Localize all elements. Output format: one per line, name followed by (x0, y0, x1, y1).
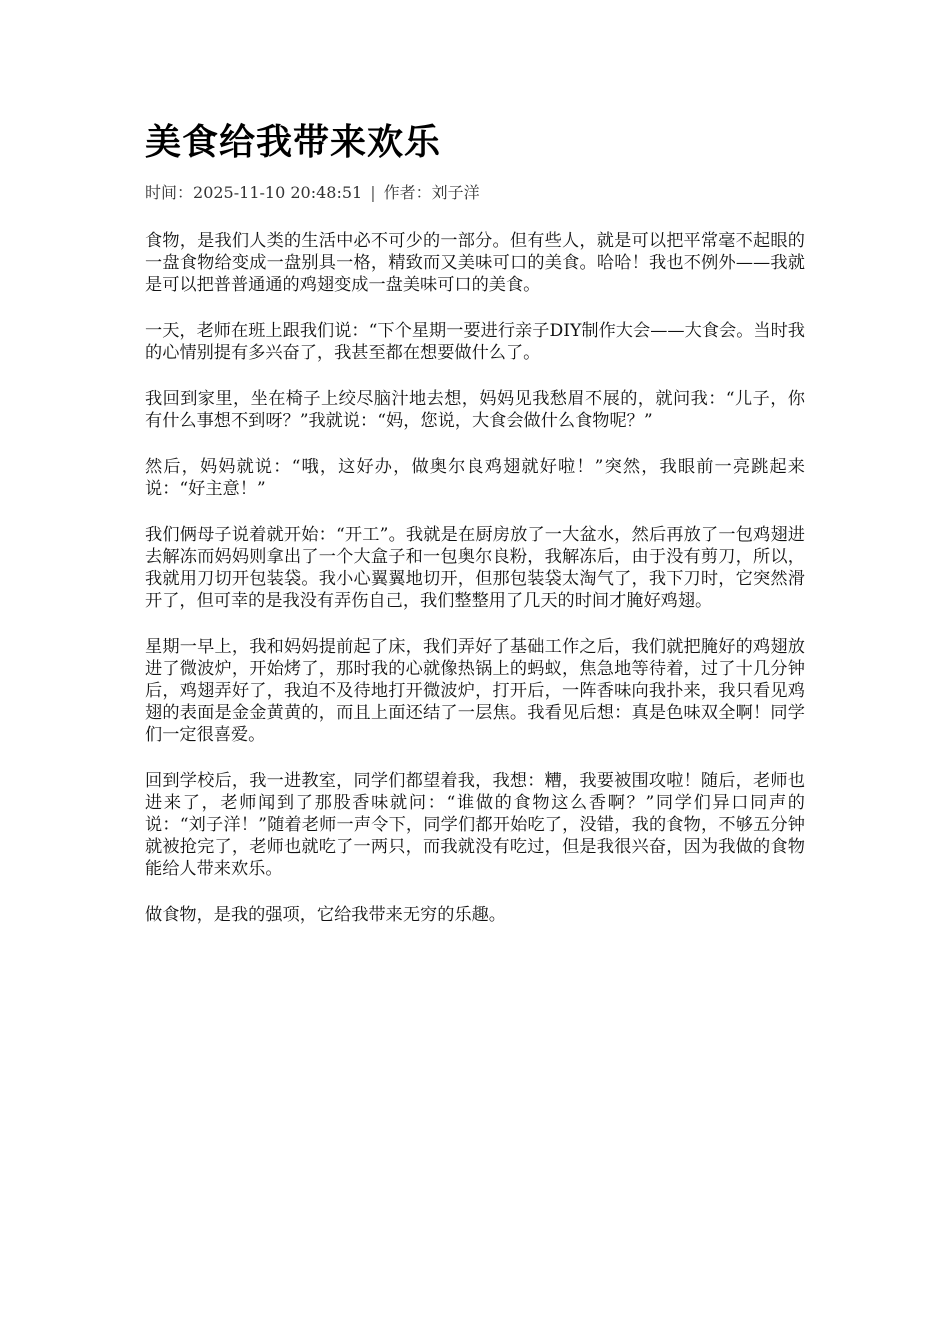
time-label: 时间： (145, 183, 194, 202)
article (145, 118, 805, 950)
paragraph: 我回到家里，坐在椅子上绞尽脑汁地去想，妈妈见我愁眉不展的，就问我：“儿子，你有什么事想不到呀？”我就说：“妈，您说，大食会做什么食物呢？” (145, 389, 805, 431)
article-title: 美食给我带来欢乐 (145, 121, 442, 163)
author-value: 刘子洋 (431, 183, 480, 202)
paragraph: 一天，老师在班上跟我们说：“下个星期一要进行亲子DIY制作大会——大食会。当时我的心情别提有多兴奋了，我甚至都在想要做什么了。 (145, 321, 805, 363)
meta-separator: | (370, 183, 376, 202)
author-label: 作者： (383, 183, 432, 202)
article-meta (145, 182, 805, 204)
paragraph: 我们俩母子说着就开始：“开工”。我就是在厨房放了一大盆水，然后再放了一包鸡翅进去解冻而妈妈则拿出了一个大盒子和一包奥尔良粉，我解冻后，由于没有剪刀，所以，我就用刀切开包装袋。我小心翼翼地切开，但那包装袋太淘气了，我下刀时，它突然滑开了，但可幸的是我没有弄伤自己，我们整整用了几天的时间才腌好鸡翅。 (145, 525, 805, 611)
paragraph: 做食物，是我的强项，它给我带来无穷的乐趣。 (145, 905, 506, 925)
paragraph: 食物，是我们人类的生活中必不可少的一部分。但有些人，就是可以把平常毫不起眼的一盘食物给变成一盘别具一格，精致而又美味可口的美食。哈哈！我也不例外——我就是可以把普普通通的鸡翅变成一盘美味可口的美食。 (145, 231, 805, 295)
paragraph: 然后，妈妈就说：“哦，这好办，做奥尔良鸡翅就好啦！”突然，我眼前一亮跳起来说：“好主意！” (145, 457, 805, 499)
article-body (145, 230, 805, 926)
paragraph: 回到学校后，我一进教室，同学们都望着我，我想：糟，我要被围攻啦！随后，老师也进来了，老师闻到了那股香味就问：“谁做的食物这么香啊？”同学们异口同声的说：“刘子洋！”随着老师一声令下，同学们都开始吃了，没错，我的食物，不够五分钟就被抢完了，老师也就吃了一两只，而我就没有吃过，但是我很兴奋，因为我做的食物能给人带来欢乐。 (145, 771, 805, 879)
time-value: 2025-11-10 20:48:51 (193, 183, 363, 202)
paragraph: 星期一早上，我和妈妈提前起了床，我们弄好了基础工作之后，我们就把腌好的鸡翅放进了微波炉，开始烤了，那时我的心就像热锅上的蚂蚁，焦急地等待着，过了十几分钟后，鸡翅弄好了，我迫不及待地打开微波炉，打开后，一阵香味向我扑来，我只看见鸡翅的表面是金金黄黄的，而且上面还结了一层焦。我看见后想：真是色味双全啊！同学们一定很喜爱。 (145, 637, 805, 745)
